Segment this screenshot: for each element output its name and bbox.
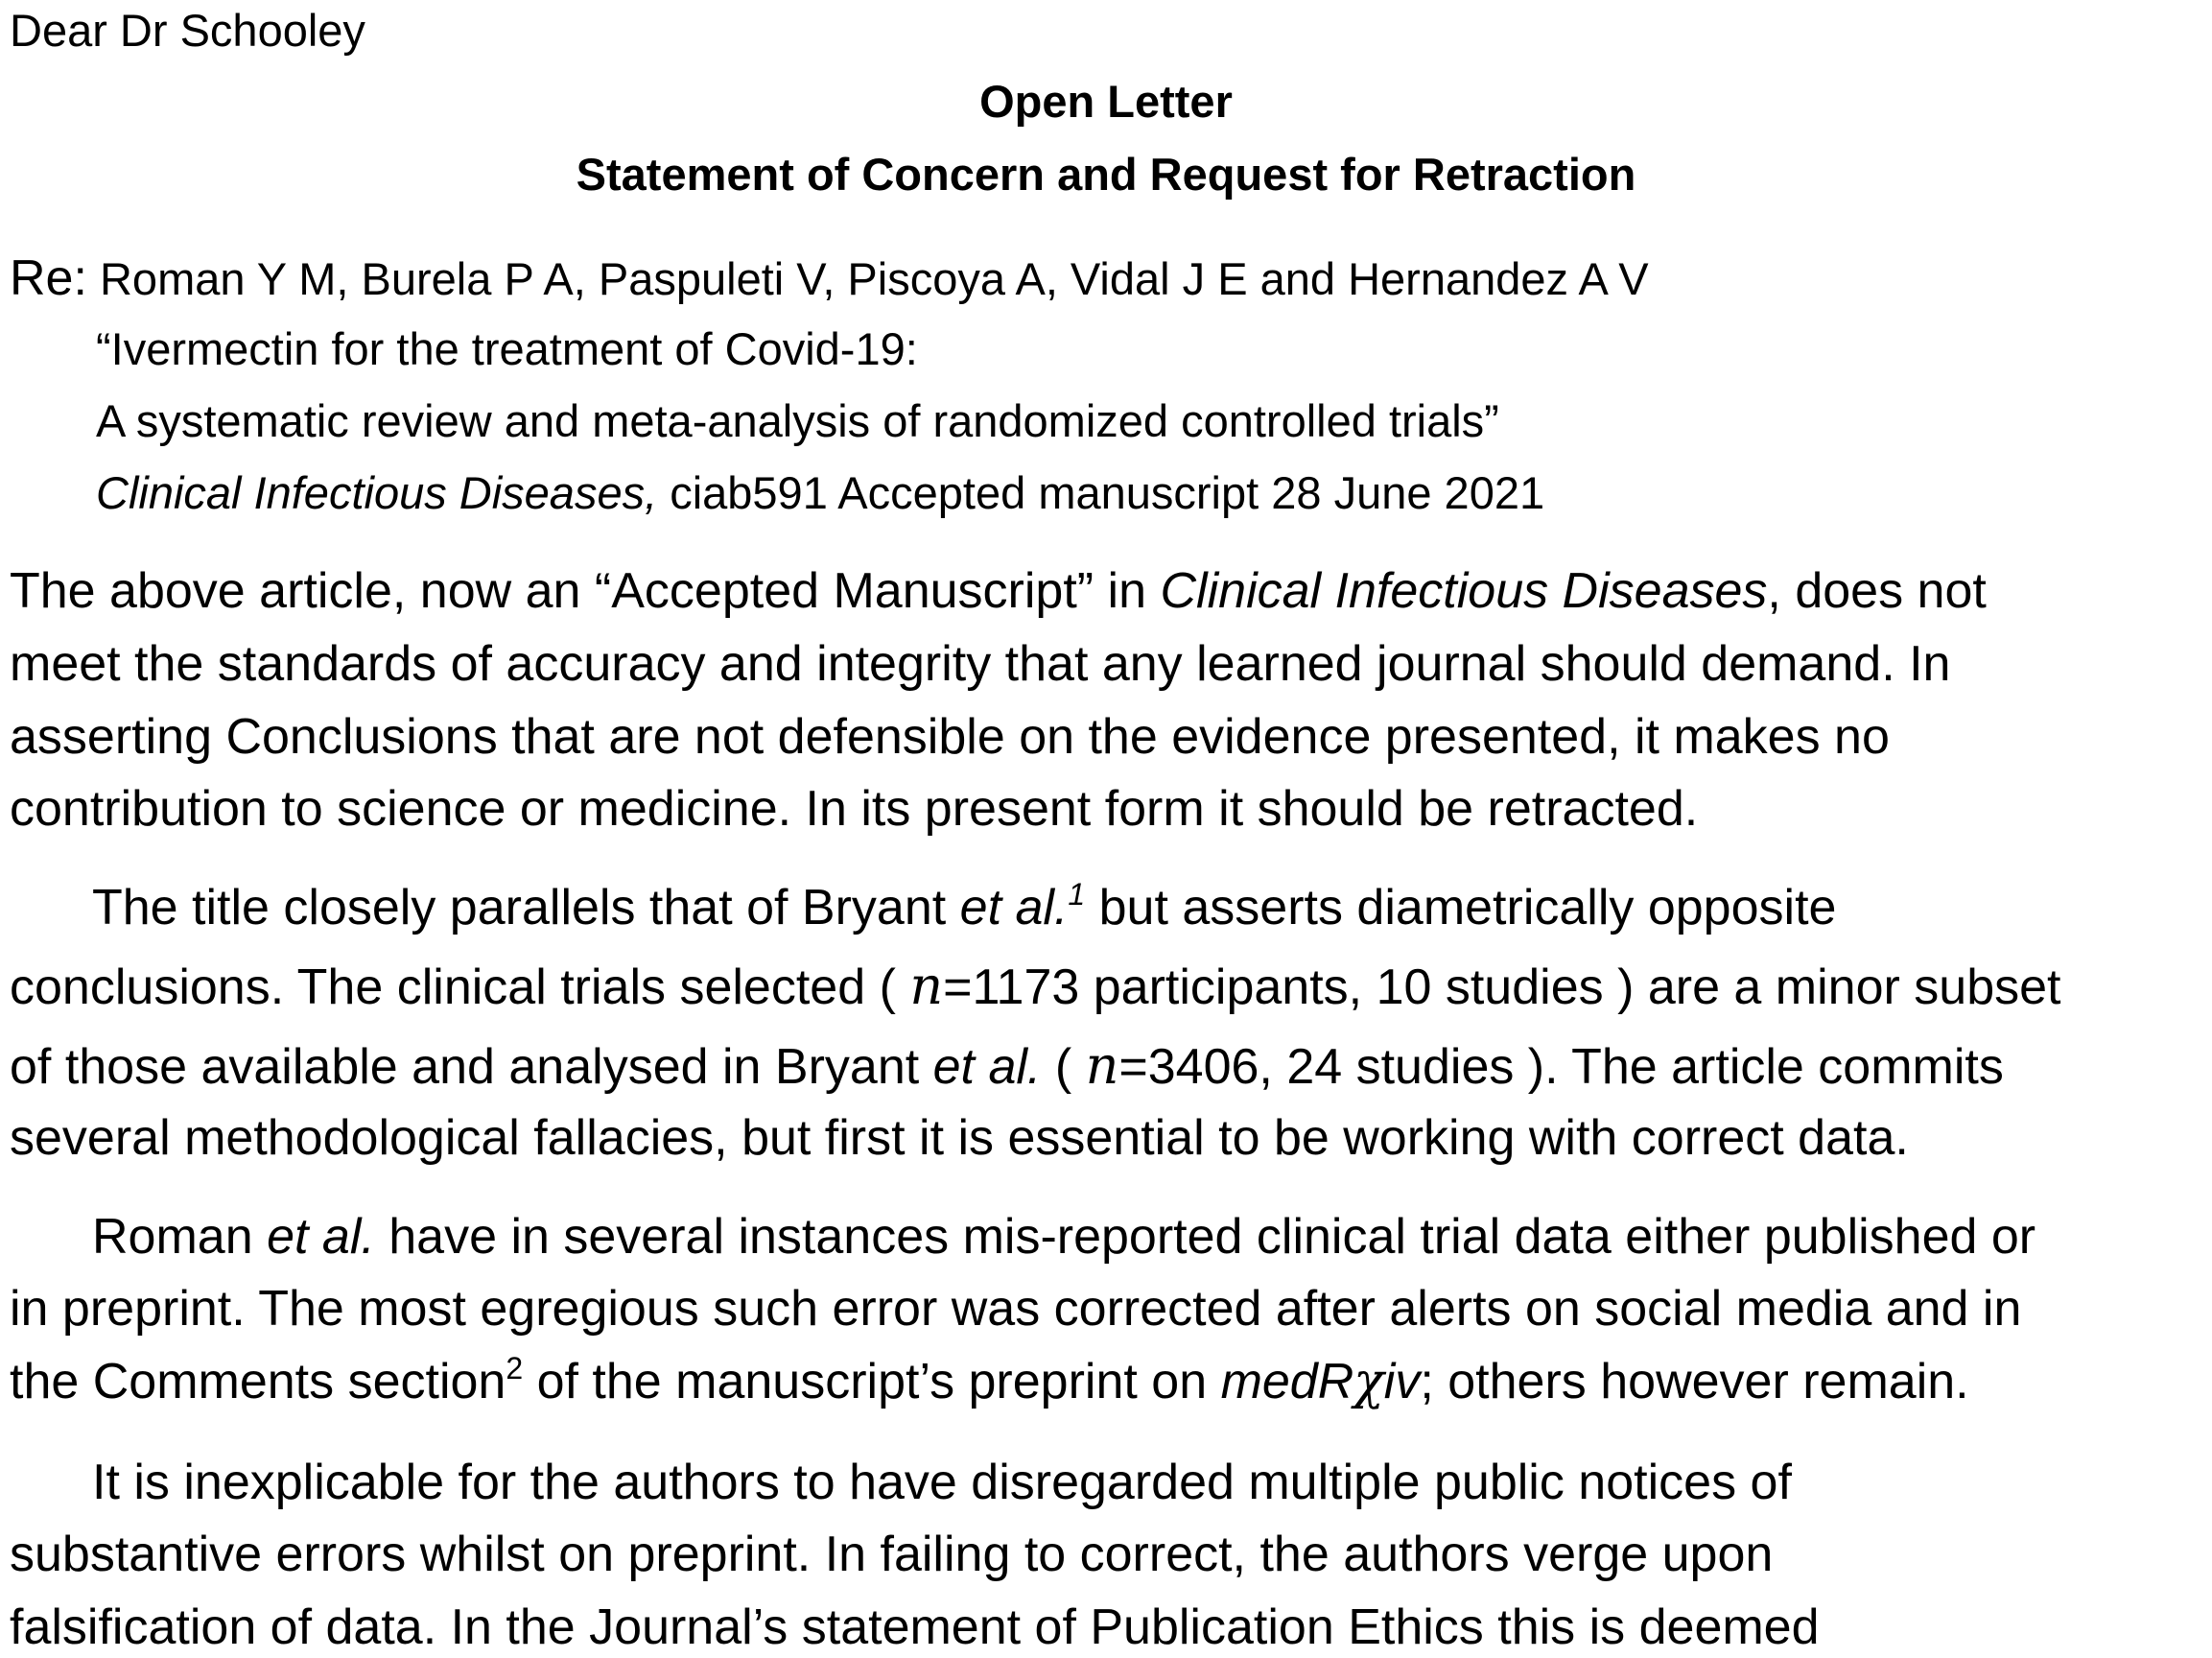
journal-name: Clinical Infectious Diseases bbox=[1160, 563, 1768, 619]
reference-authors-line bbox=[10, 249, 1649, 308]
paragraph-1-line-2: meet the standards of accuracy and integrity that any learned journal should demand. In bbox=[10, 636, 1951, 692]
et-al: et al. bbox=[932, 1039, 1042, 1095]
medrxiv-part-a: medR bbox=[1220, 1354, 1354, 1409]
paragraph-4-line-2: substantive errors whilst on preprint. In failing to correct, the authors verge upon bbox=[10, 1527, 1774, 1582]
footnote-ref-2: 2 bbox=[506, 1351, 524, 1386]
footnote-ref-1: 1 bbox=[1068, 877, 1086, 912]
text-run: The above article, now an “Accepted Manuscript” in bbox=[10, 563, 1161, 619]
text-run: =1173 participants, 10 studies ) are a minor subset bbox=[943, 959, 2061, 1015]
reference-authors: Roman Y M, Burela P A, Paspuleti V, Piscoya A, Vidal J E and Hernandez A V bbox=[99, 253, 1649, 304]
text-run: have in several instances mis-reported clinical trial data either published or bbox=[374, 1209, 2036, 1265]
reference-citation: ciab591 Accepted manuscript 28 June 2021 bbox=[657, 467, 1545, 518]
paragraph-2-line-2 bbox=[10, 956, 2060, 1018]
re-label: Re: bbox=[10, 250, 87, 306]
reference-title-line-2: A systematic review and meta-analysis of randomized controlled trials” bbox=[96, 395, 1499, 446]
reference-title-line-1: “Ivermectin for the treatment of Covid-19: bbox=[96, 323, 918, 374]
text-run: =3406, 24 studies ). The article commits bbox=[1118, 1039, 2004, 1095]
math-n: n bbox=[909, 956, 944, 1016]
reference-journal: Clinical Infectious Diseases, bbox=[96, 467, 658, 518]
paragraph-1-line-4: contribution to science or medicine. In its present form it should be retracted. bbox=[10, 781, 1699, 837]
paragraph-3-line-2: in preprint. The most egregious such error was corrected after alerts on social media and in bbox=[10, 1281, 2022, 1337]
paragraph-1-line-1 bbox=[10, 560, 1987, 622]
paragraph-3-line-1 bbox=[92, 1206, 2036, 1267]
paragraph-3-line-3 bbox=[10, 1351, 1969, 1418]
letter-heading-subtitle: Statement of Concern and Request for Retraction bbox=[576, 149, 1636, 200]
text-run: but asserts diametrically opposite bbox=[1085, 880, 1837, 936]
paragraph-4-line-1: It is inexplicable for the authors to have disregarded multiple public notices of bbox=[92, 1455, 1792, 1510]
text-run: conclusions. The clinical trials selected ( bbox=[10, 959, 910, 1015]
paragraph-2-line-4: several methodological fallacies, but first it is essential to be working with correct data. bbox=[10, 1110, 1909, 1166]
text-run: of the manuscript’s preprint on bbox=[523, 1354, 1221, 1409]
salutation: Dear Dr Schooley bbox=[10, 5, 365, 56]
reference-citation-line bbox=[96, 464, 1544, 522]
text-run: the Comments section bbox=[10, 1354, 506, 1409]
paragraph-2-line-3 bbox=[10, 1035, 2004, 1098]
letter-heading-title: Open Letter bbox=[979, 76, 1233, 127]
text-run: The title closely parallels that of Bryant bbox=[92, 880, 960, 936]
et-al: et al. bbox=[959, 880, 1069, 936]
medrxiv-part-b: iv bbox=[1383, 1354, 1421, 1409]
text-run: , does not bbox=[1767, 563, 1987, 619]
et-al: et al. bbox=[267, 1209, 375, 1265]
paragraph-4-line-3: falsification of data. In the Journal’s statement of Publication Ethics this is deemed bbox=[10, 1599, 1820, 1655]
text-run: Roman bbox=[92, 1209, 268, 1265]
text-run: ; others however remain. bbox=[1420, 1354, 1969, 1409]
paragraph-1-line-3: asserting Conclusions that are not defensible on the evidence presented, it makes no bbox=[10, 709, 1890, 765]
text-run: of those available and analysed in Bryant bbox=[10, 1039, 933, 1095]
math-n: n bbox=[1085, 1035, 1119, 1096]
paragraph-2-line-1 bbox=[92, 877, 1836, 944]
medrxiv-chi: χ bbox=[1353, 1353, 1384, 1410]
text-run: ( bbox=[1041, 1039, 1086, 1095]
